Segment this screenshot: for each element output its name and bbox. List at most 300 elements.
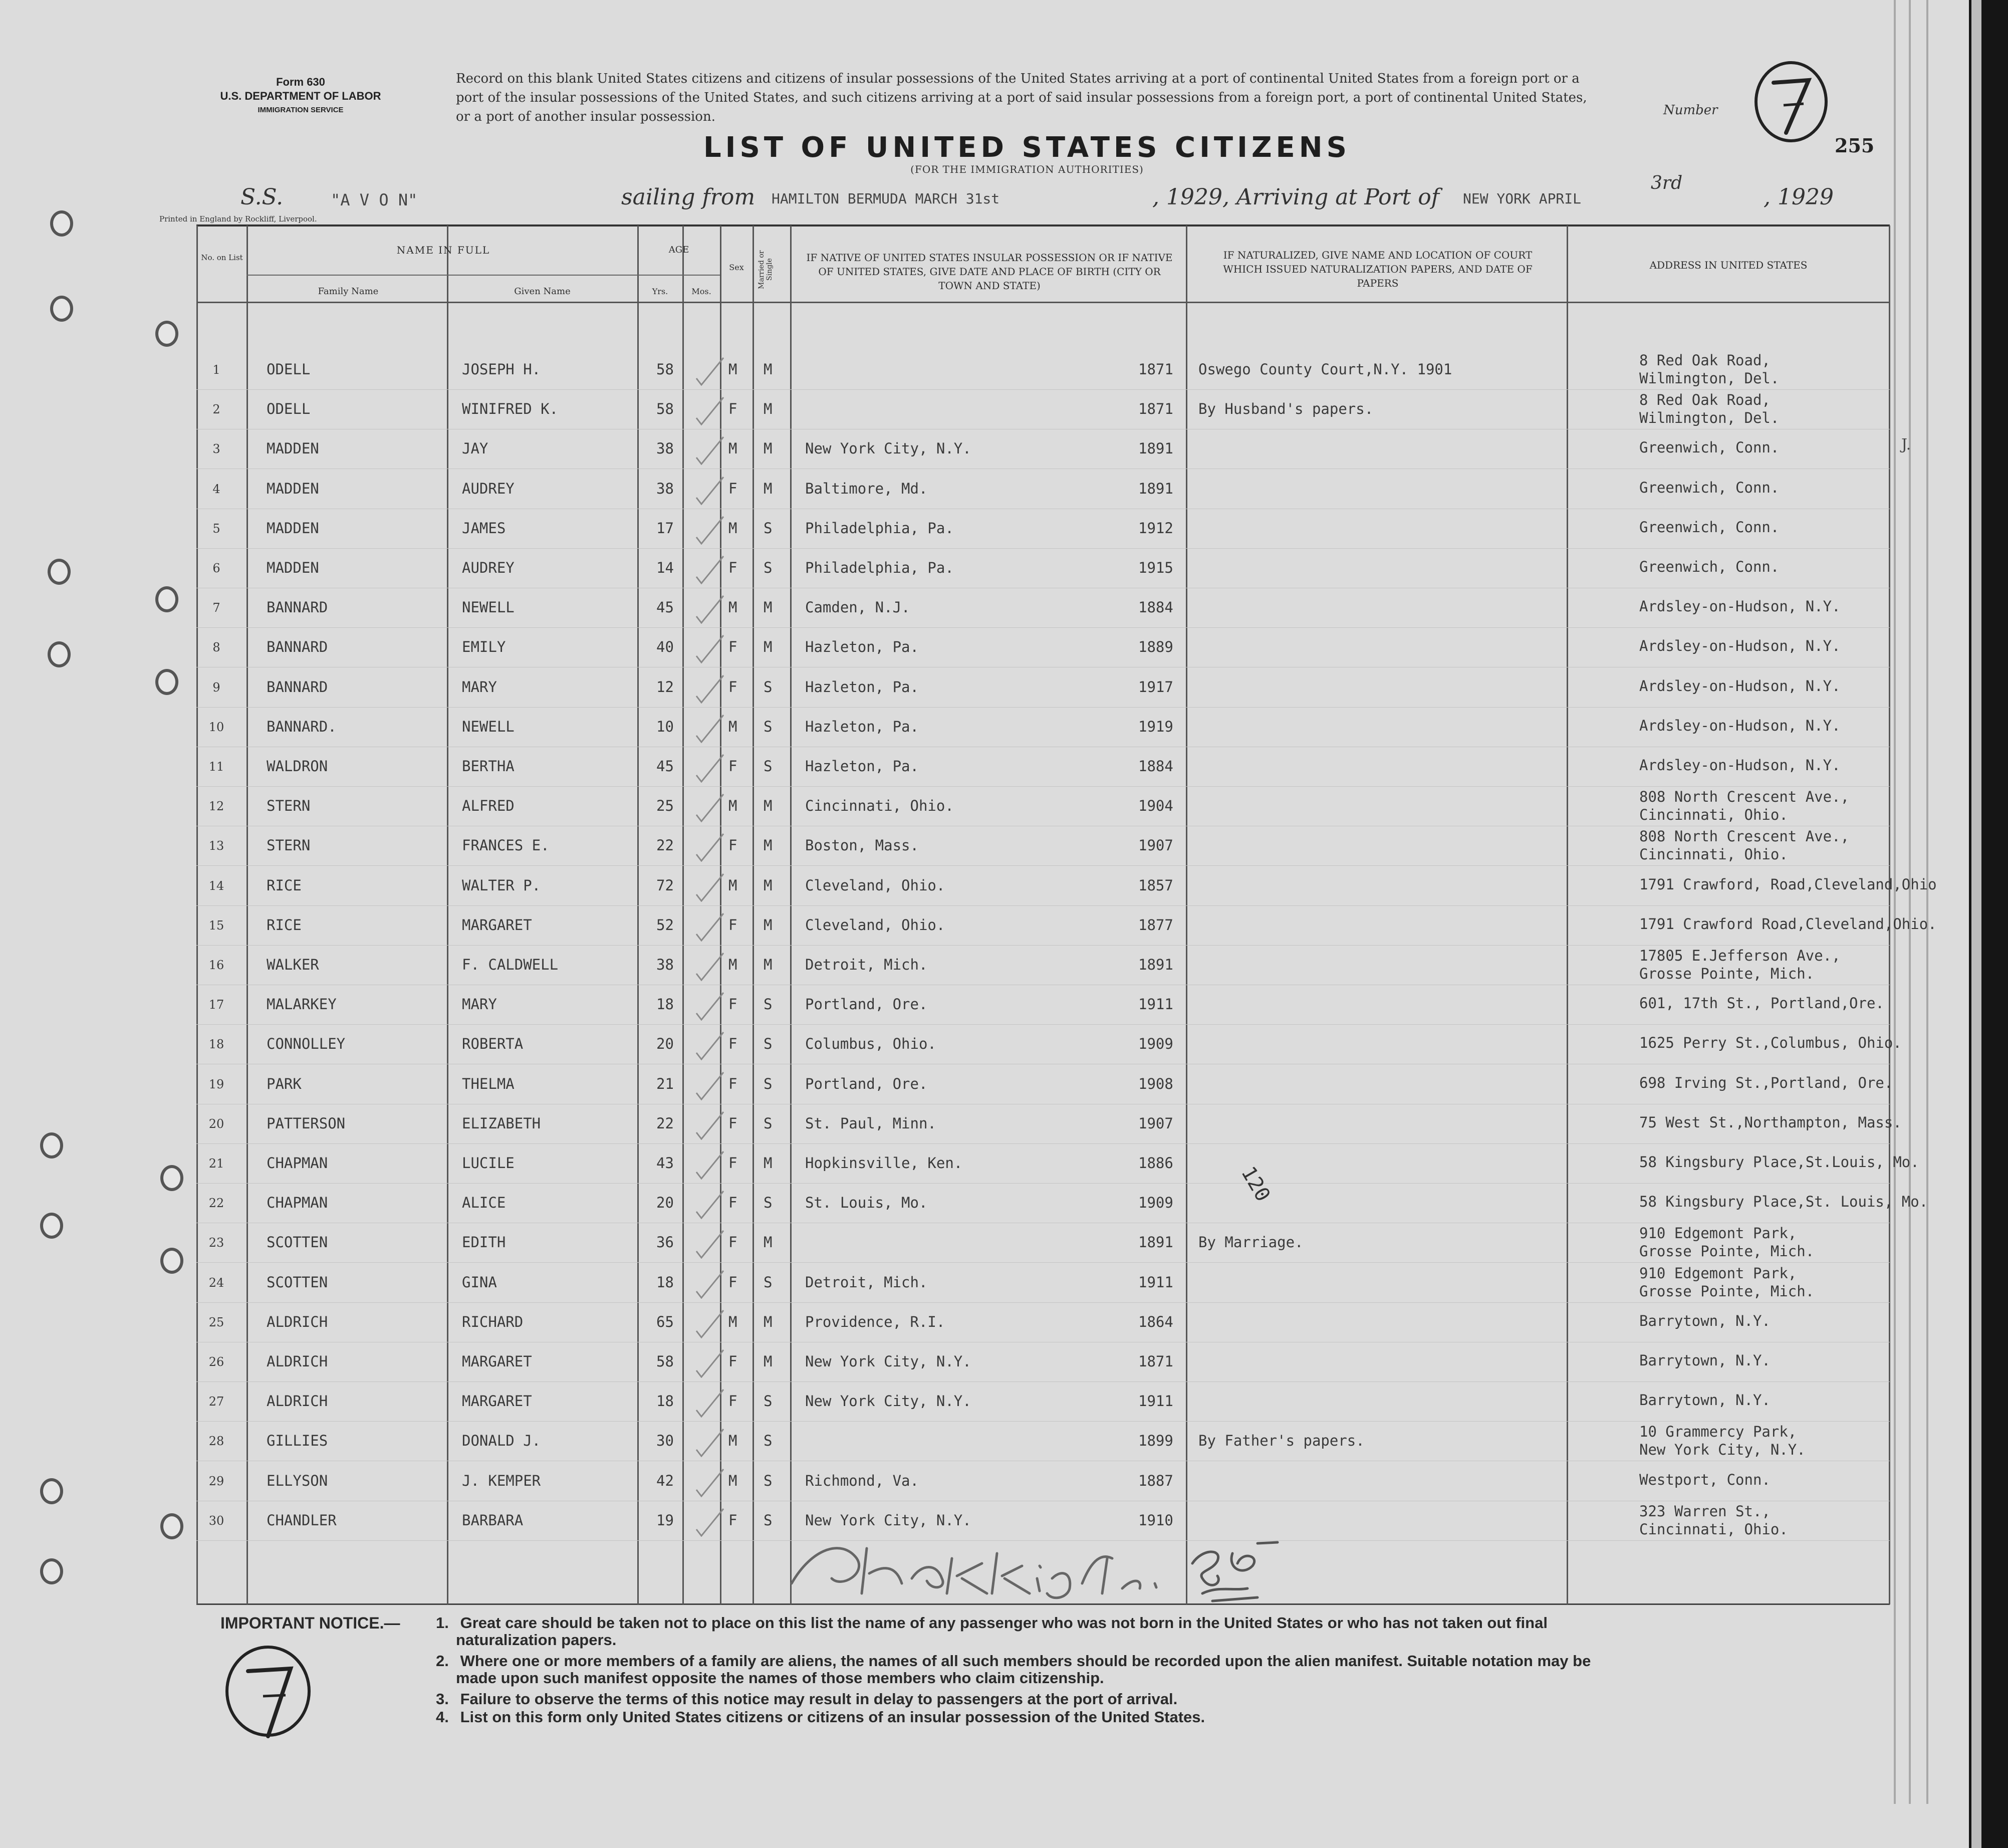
row-guideline <box>196 1024 1890 1025</box>
address-line-1: 808 North Crescent Ave., <box>1639 788 1850 806</box>
check-mark-icon <box>692 713 727 743</box>
notice-item <box>436 1653 2008 1687</box>
naturalization-info: By Father's papers. <box>1198 1432 1365 1450</box>
age-years: 22 <box>656 837 674 854</box>
address-line-2: Wilmington, Del. <box>1639 409 1780 427</box>
age-years: 36 <box>656 1234 674 1251</box>
given-name: AUDREY <box>462 480 515 497</box>
marital-status: S <box>764 519 773 537</box>
departure-port-date: HAMILTON BERMUDA MARCH 31st <box>772 190 1000 207</box>
given-name: FRANCES E. <box>462 837 550 854</box>
marital-status: S <box>764 1114 773 1132</box>
marital-status: S <box>764 1393 773 1410</box>
birth-year: 1864 <box>1138 1313 1173 1330</box>
age-years: 43 <box>656 1154 674 1172</box>
sex: F <box>728 480 737 497</box>
table-row <box>196 351 1890 390</box>
marital-status: M <box>764 400 773 418</box>
given-name: NEWELL <box>462 599 515 616</box>
given-name: LUCILE <box>462 1154 515 1172</box>
sex: F <box>728 837 737 854</box>
sex: M <box>728 599 737 616</box>
passenger-number: 24 <box>208 1275 224 1290</box>
age-years: 10 <box>656 718 674 735</box>
naturalization-info: By Husband's papers. <box>1198 400 1374 418</box>
marital-status: M <box>764 916 773 934</box>
passenger-number: 20 <box>208 1116 224 1131</box>
handwritten-circled-number-icon <box>1751 58 1831 145</box>
sex: M <box>728 1313 737 1330</box>
form-identifier <box>195 75 406 117</box>
birth-year: 1884 <box>1138 758 1173 775</box>
given-name: MARGARET <box>462 1393 532 1410</box>
given-name: ALFRED <box>462 797 515 815</box>
sex: F <box>728 758 737 775</box>
table-row <box>196 1224 1890 1263</box>
naturalization-info: Oswego County Court,N.Y. 1901 <box>1198 361 1452 378</box>
birth-year: 1908 <box>1138 1075 1173 1092</box>
birth-place: Portland, Ore. <box>805 1075 928 1092</box>
family-name: SCOTTEN <box>267 1234 328 1251</box>
birth-place: St. Louis, Mo. <box>805 1194 928 1212</box>
birth-year: 1917 <box>1138 678 1173 696</box>
address-line-2: Wilmington, Del. <box>1639 370 1780 387</box>
address-line-1: Barrytown, N.Y. <box>1639 1352 1771 1369</box>
number-label: Number <box>1663 103 1718 118</box>
address-line-1: Barrytown, N.Y. <box>1639 1392 1771 1409</box>
family-name: GILLIES <box>267 1432 328 1450</box>
service-name: IMMIGRATION SERVICE <box>258 106 344 114</box>
age-years: 58 <box>656 1353 674 1370</box>
birth-year: 1891 <box>1138 1234 1173 1251</box>
given-name: EDITH <box>462 1234 506 1251</box>
marital-status: M <box>764 480 773 497</box>
col-naturalized: IF NATURALIZED, GIVE NAME AND LOCATION OF COURT WHICH ISSUED NATURALIZATION PAPERS, AND DATE OF PAPERS <box>1223 249 1533 289</box>
birth-year: 1886 <box>1138 1154 1173 1172</box>
arriving-label: , Arriving at Port of <box>1222 184 1439 210</box>
age-years: 17 <box>656 519 674 537</box>
sex: F <box>728 638 737 656</box>
table-row <box>196 668 1890 708</box>
given-name: WALTER P. <box>462 876 541 894</box>
sex: F <box>728 916 737 934</box>
department-name: U.S. DEPARTMENT OF LABOR <box>220 90 381 102</box>
given-name: ROBERTA <box>462 1035 524 1053</box>
birth-place: Hopkinsville, Ken. <box>805 1154 963 1172</box>
sailing-from-label: sailing from <box>621 184 756 210</box>
family-name: PARK <box>267 1075 302 1092</box>
birth-place: Hazleton, Pa. <box>805 758 919 775</box>
given-name: BARBARA <box>462 1511 524 1529</box>
departure-year: , 1929 <box>1152 184 1222 210</box>
given-name: MARGARET <box>462 916 532 934</box>
address-line-1: Ardsley-on-Hudson, N.Y. <box>1639 677 1841 695</box>
family-name: BANNARD <box>267 599 328 616</box>
given-name: ELIZABETH <box>462 1114 541 1132</box>
row-guideline <box>196 1143 1890 1144</box>
sex: F <box>728 1511 737 1529</box>
marital-status: M <box>764 837 773 854</box>
row-guideline <box>196 786 1890 787</box>
table-row <box>196 946 1890 985</box>
family-name: STERN <box>267 797 311 815</box>
check-mark-icon <box>692 1030 727 1060</box>
sex: F <box>728 1273 737 1291</box>
birth-place: Baltimore, Md. <box>805 480 928 497</box>
document-title: LIST OF UNITED STATES CITIZENS <box>703 131 1351 164</box>
address-line-1: Ardsley-on-Hudson, N.Y. <box>1639 637 1841 655</box>
passenger-number: 23 <box>208 1236 224 1250</box>
birth-year: 1907 <box>1138 837 1173 854</box>
family-name: BANNARD. <box>267 718 337 735</box>
passenger-number: 9 <box>212 680 220 695</box>
marital-status: S <box>764 1511 773 1529</box>
given-name: AUDREY <box>462 559 515 576</box>
passenger-number: 8 <box>212 640 220 655</box>
birth-place: New York City, N.Y. <box>805 1353 971 1370</box>
birth-year: 1911 <box>1138 1273 1173 1291</box>
punch-hole-icon <box>40 1132 63 1159</box>
passenger-number: 27 <box>208 1395 224 1409</box>
family-name: MALARKEY <box>267 996 337 1013</box>
address-line-1: Ardsley-on-Hudson, N.Y. <box>1639 717 1841 734</box>
check-mark-icon <box>692 1070 727 1100</box>
table-row <box>196 827 1890 866</box>
given-name: THELMA <box>462 1075 515 1092</box>
col-married-single: Married or Single <box>758 250 774 289</box>
row-guideline <box>196 945 1890 946</box>
birth-year: 1909 <box>1138 1035 1173 1053</box>
table-row <box>196 628 1890 667</box>
given-name: BERTHA <box>462 758 515 775</box>
family-name: BANNARD <box>267 678 328 696</box>
marital-status: S <box>764 1194 773 1212</box>
family-name: STERN <box>267 837 311 854</box>
sex: F <box>728 1194 737 1212</box>
birth-year: 1909 <box>1138 1194 1173 1212</box>
marital-status: S <box>764 559 773 576</box>
marital-status: M <box>764 1154 773 1172</box>
address-line-1: 58 Kingsbury Place,St. Louis, Mo. <box>1639 1193 1928 1211</box>
age-years: 20 <box>656 1194 674 1212</box>
family-name: BANNARD <box>267 638 328 656</box>
given-name: WINIFRED K. <box>462 400 559 418</box>
address-line-1: 58 Kingsbury Place,St.Louis, Mo. <box>1639 1153 1919 1171</box>
check-mark-icon <box>692 1388 727 1418</box>
family-name: PATTERSON <box>267 1114 346 1132</box>
passenger-number: 12 <box>208 799 224 814</box>
given-name: MARY <box>462 996 497 1013</box>
address-line-1: 808 North Crescent Ave., <box>1639 828 1850 845</box>
punch-hole-icon <box>160 1165 183 1191</box>
table-row <box>196 1382 1890 1422</box>
table-row <box>196 1264 1890 1303</box>
given-name: GINA <box>462 1273 497 1291</box>
address-line-1: Westport, Conn. <box>1639 1471 1771 1488</box>
check-mark-icon <box>692 832 727 862</box>
age-years: 18 <box>656 1273 674 1291</box>
sex: F <box>728 1393 737 1410</box>
col-age-mos: Mos. <box>691 287 711 296</box>
address-line-1: Greenwich, Conn. <box>1639 518 1780 536</box>
punch-hole-icon <box>40 1478 63 1504</box>
notice-item-number: 2. <box>436 1652 449 1670</box>
family-name: CHAPMAN <box>267 1154 328 1172</box>
family-name: MADDEN <box>267 480 319 497</box>
address-line-1: 10 Grammercy Park, <box>1639 1423 1797 1441</box>
birth-year: 1904 <box>1138 797 1173 815</box>
notice-item <box>436 1614 2008 1649</box>
birth-year: 1907 <box>1138 1114 1173 1132</box>
row-guideline <box>196 1262 1890 1263</box>
notice-label: IMPORTANT NOTICE.— <box>220 1614 400 1632</box>
passenger-number: 21 <box>208 1157 224 1171</box>
birth-place: New York City, N.Y. <box>805 440 971 457</box>
address-line-1: Greenwich, Conn. <box>1639 479 1780 496</box>
family-name: WALKER <box>267 956 319 973</box>
passenger-number: 6 <box>212 561 220 575</box>
birth-place: Columbus, Ohio. <box>805 1035 936 1053</box>
passenger-number: 30 <box>208 1513 224 1528</box>
table-row <box>196 470 1890 509</box>
birth-year: 1910 <box>1138 1511 1173 1529</box>
document-subtitle: (FOR THE IMMIGRATION AUTHORITIES) <box>910 163 1144 175</box>
age-years: 58 <box>656 361 674 378</box>
passenger-number: 22 <box>208 1196 224 1211</box>
stacked-sheet-edges <box>1889 0 1949 1804</box>
family-name: RICE <box>267 916 302 934</box>
birth-place: Cleveland, Ohio. <box>805 916 945 934</box>
passenger-number: 17 <box>208 998 224 1012</box>
notice-item-text: List on this form only United States citizens or citizens of an insular possession of the United States. <box>460 1708 1205 1726</box>
given-name: NEWELL <box>462 718 515 735</box>
row-guideline <box>196 1421 1890 1422</box>
arrival-year: , 1929 <box>1764 184 1834 210</box>
given-name: JAMES <box>462 519 506 537</box>
sex: M <box>728 519 737 537</box>
sex: F <box>728 559 737 576</box>
address-line-2: Grosse Pointe, Mich. <box>1639 1282 1815 1300</box>
row-guideline <box>196 1381 1890 1382</box>
table-row <box>196 1184 1928 1223</box>
row-guideline <box>196 1302 1890 1303</box>
table-row <box>196 986 1890 1025</box>
age-years: 65 <box>656 1313 674 1330</box>
passenger-number: 1 <box>212 363 220 377</box>
row-guideline <box>196 905 1890 906</box>
marital-status: S <box>764 1273 773 1291</box>
address-line-1: Ardsley-on-Hudson, N.Y. <box>1639 757 1841 774</box>
check-mark-icon <box>692 911 727 942</box>
given-name: DONALD J. <box>462 1432 541 1450</box>
birth-year: 1912 <box>1138 519 1173 537</box>
check-mark-icon <box>692 554 727 584</box>
address-line-1: 8 Red Oak Road, <box>1639 391 1771 409</box>
age-years: 12 <box>656 678 674 696</box>
sex: F <box>728 1154 737 1172</box>
address-line-1: Greenwich, Conn. <box>1639 439 1780 456</box>
col-name-in-full: NAME IN FULL <box>396 244 490 256</box>
age-years: 18 <box>656 996 674 1013</box>
family-name: ODELL <box>267 400 311 418</box>
marital-status: S <box>764 1075 773 1092</box>
sex: M <box>728 1472 737 1489</box>
age-years: 25 <box>656 797 674 815</box>
table-top-rule <box>196 224 1890 226</box>
passenger-number: 16 <box>208 958 224 972</box>
birth-year: 1871 <box>1138 1353 1173 1370</box>
passenger-number: 2 <box>212 402 220 417</box>
marital-status: S <box>764 1432 773 1450</box>
passenger-number: 18 <box>208 1037 224 1052</box>
address-line-2: Cincinnati, Ohio. <box>1639 846 1788 863</box>
age-years: 30 <box>656 1432 674 1450</box>
check-mark-icon <box>692 673 727 704</box>
age-years: 45 <box>656 599 674 616</box>
table-row <box>196 1065 1893 1104</box>
family-name: ALDRICH <box>267 1353 328 1370</box>
inspector-signature-icon <box>782 1528 1293 1603</box>
notice-item <box>436 1691 2008 1708</box>
marital-status: S <box>764 678 773 696</box>
sex: M <box>728 876 737 894</box>
address-line-2: Grosse Pointe, Mich. <box>1639 1243 1815 1260</box>
table-row <box>196 1462 1890 1501</box>
row-guideline <box>196 389 1890 390</box>
family-name: MADDEN <box>267 440 319 457</box>
age-years: 72 <box>656 876 674 894</box>
check-mark-icon <box>692 515 727 545</box>
sex: F <box>728 1234 737 1251</box>
table-row <box>196 1343 1890 1382</box>
table-row <box>196 867 1937 906</box>
col-sex: Sex <box>729 263 744 272</box>
given-name: JAY <box>462 440 488 457</box>
notice-item <box>436 1709 2008 1726</box>
family-name: ELLYSON <box>267 1472 328 1489</box>
birth-place: Detroit, Mich. <box>805 1273 928 1291</box>
birth-place: Hazleton, Pa. <box>805 718 919 735</box>
table-header-rule <box>196 302 1890 303</box>
marital-status: S <box>764 996 773 1013</box>
age-subheader-rule <box>637 275 720 276</box>
printer-credit: Printed in England by Rockliff, Liverpool. <box>159 214 317 223</box>
passenger-number: 19 <box>208 1077 224 1091</box>
address-line-1: 17805 E.Jefferson Ave., <box>1639 947 1841 964</box>
table-row <box>196 589 1890 628</box>
given-name: ALICE <box>462 1194 506 1212</box>
form-number: Form 630 <box>276 76 325 88</box>
row-guideline <box>196 1183 1890 1184</box>
arrival-day-handwritten: 3rd <box>1651 173 1683 193</box>
arrival-port-month: NEW YORK APRIL <box>1463 190 1582 207</box>
name-subheader-rule <box>246 275 637 276</box>
col-age-yrs: Yrs. <box>652 287 668 296</box>
passenger-number: 13 <box>208 839 224 853</box>
birth-year: 1871 <box>1138 361 1173 378</box>
punch-hole-icon <box>155 669 178 695</box>
given-name: MARGARET <box>462 1353 532 1370</box>
handwritten-circled-number-icon <box>220 1641 316 1746</box>
marital-status: M <box>764 1234 773 1251</box>
birth-place: St. Paul, Minn. <box>805 1114 936 1132</box>
notice-item-text-continued: naturalization papers. <box>456 1631 617 1649</box>
family-name: CHANDLER <box>267 1511 337 1529</box>
margin-mark: J. <box>1901 436 1911 453</box>
address-line-1: 8 Red Oak Road, <box>1639 352 1771 369</box>
marital-status: M <box>764 876 773 894</box>
record-instructions: Record on this blank United States citizens and citizens of insular possessions of the United States arriving at a port of continental United States from a foreign port or a port of the insular possessions of the United States, and such citizens arriving at a port of said insular possessions from a foreign port, a port of continental United States, or a port of another insular possession. <box>456 71 1587 124</box>
age-years: 21 <box>656 1075 674 1092</box>
birth-year: 1877 <box>1138 916 1173 934</box>
notice-item-number: 1. <box>436 1614 449 1632</box>
passenger-number: 11 <box>208 760 224 774</box>
marital-status: M <box>764 361 773 378</box>
family-name: ALDRICH <box>267 1313 328 1330</box>
age-years: 40 <box>656 638 674 656</box>
passenger-number: 28 <box>208 1434 224 1449</box>
notice-item-text: Failure to observe the terms of this notice may result in delay to passengers at the port of arrival. <box>460 1690 1178 1708</box>
col-family-name: Family Name <box>318 286 379 297</box>
check-mark-icon <box>692 951 727 981</box>
table-bottom-rule <box>196 1603 1890 1605</box>
age-years: 52 <box>656 916 674 934</box>
birth-place: New York City, N.Y. <box>805 1511 971 1529</box>
given-name: EMILY <box>462 638 506 656</box>
punch-hole-icon <box>50 210 73 237</box>
age-years: 18 <box>656 1393 674 1410</box>
passenger-number: 10 <box>208 720 224 734</box>
address-line-1: 75 West St.,Northampton, Mass. <box>1639 1113 1902 1131</box>
address-line-1: 1791 Crawford, Road,Cleveland,Ohio <box>1639 875 1937 893</box>
check-mark-icon <box>692 1467 727 1497</box>
marital-status: M <box>764 956 773 973</box>
birth-year: 1887 <box>1138 1472 1173 1489</box>
birth-place: Philadelphia, Pa. <box>805 519 954 537</box>
check-mark-icon <box>692 792 727 822</box>
family-name: MADDEN <box>267 519 319 537</box>
sex: F <box>728 1075 737 1092</box>
check-mark-icon <box>692 1110 727 1140</box>
sex: F <box>728 1353 737 1370</box>
check-mark-icon <box>692 1269 727 1299</box>
given-name: JOSEPH H. <box>462 361 541 378</box>
family-name: CHAPMAN <box>267 1194 328 1212</box>
birth-place: Cleveland, Ohio. <box>805 876 945 894</box>
punch-hole-icon <box>48 559 71 585</box>
table-row <box>196 1105 1902 1144</box>
sex: M <box>728 1432 737 1450</box>
birth-place: Providence, R.I. <box>805 1313 945 1330</box>
address-line-2: Cincinnati, Ohio. <box>1639 1520 1788 1538</box>
birth-place: Camden, N.J. <box>805 599 910 616</box>
sex: F <box>728 400 737 418</box>
birth-year: 1891 <box>1138 956 1173 973</box>
punch-hole-icon <box>160 1513 183 1539</box>
passenger-number: 26 <box>208 1355 224 1369</box>
family-name: MADDEN <box>267 559 319 576</box>
birth-place: Portland, Ore. <box>805 996 928 1013</box>
address-line-1: 1791 Crawford Road,Cleveland,Ohio. <box>1639 915 1937 933</box>
address-line-1: 910 Edgemont Park, <box>1639 1225 1797 1242</box>
family-name: RICE <box>267 876 302 894</box>
family-name: SCOTTEN <box>267 1273 328 1291</box>
given-name: MARY <box>462 678 497 696</box>
marital-status: M <box>764 1353 773 1370</box>
age-years: 38 <box>656 480 674 497</box>
passenger-number: 5 <box>212 521 220 536</box>
check-mark-icon <box>692 633 727 663</box>
